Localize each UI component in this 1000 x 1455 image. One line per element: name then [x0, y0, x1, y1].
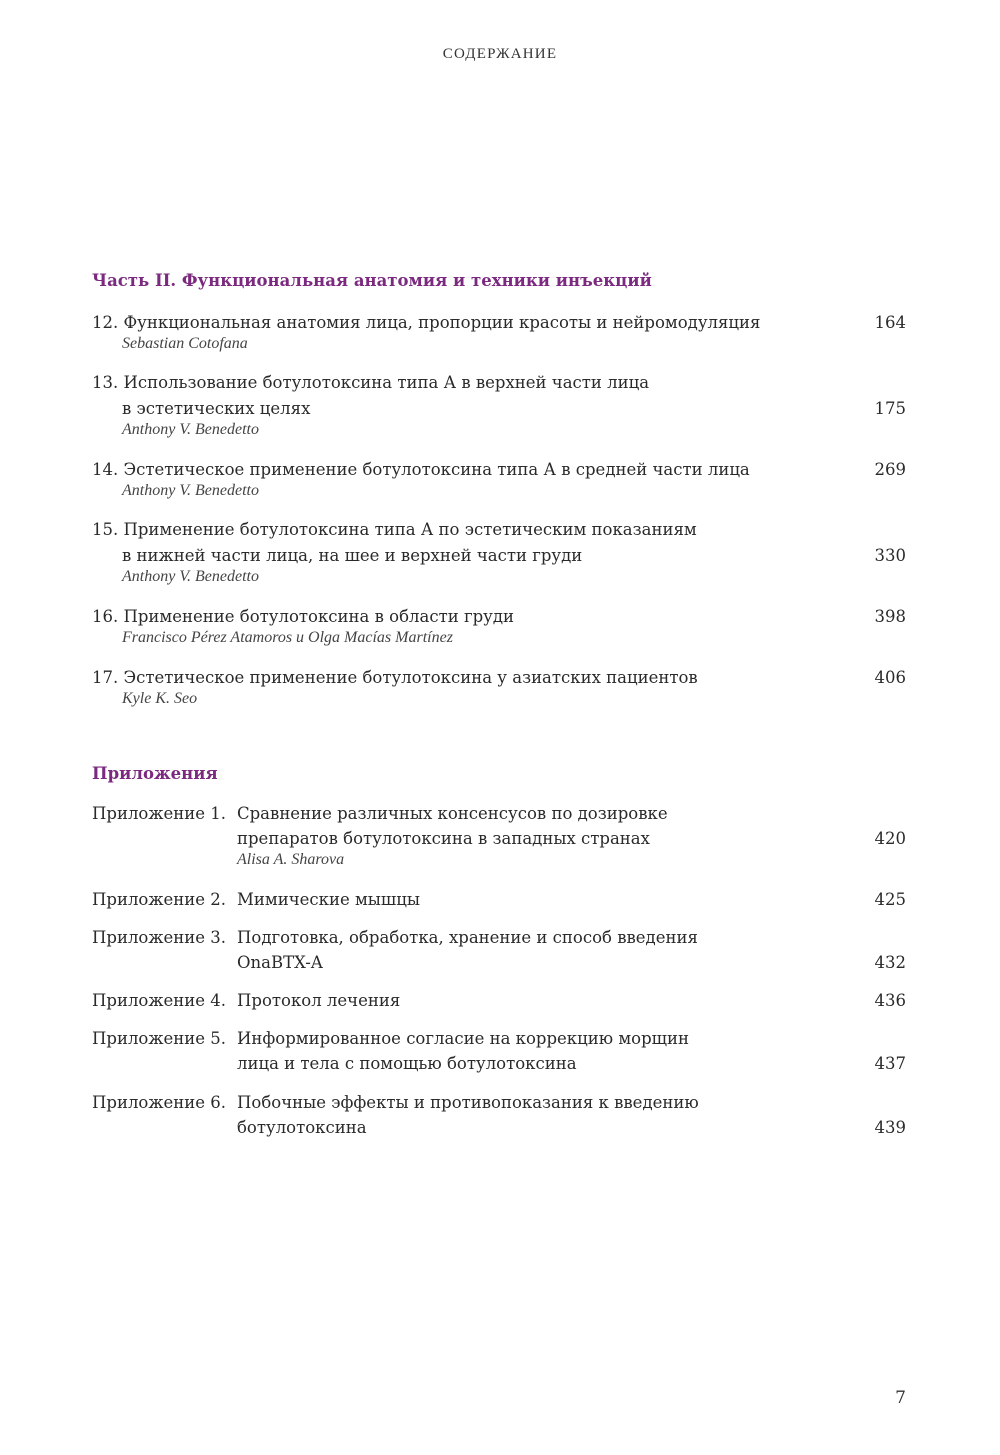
appendix-entry[interactable]	[92, 925, 906, 975]
entry-title-line: 12. Функциональная анатомия лица, пропорции красоты и нейромодуляция	[92, 313, 761, 332]
toc-entry[interactable]	[92, 517, 906, 587]
entry-author: Anthony V. Benedetto	[122, 421, 259, 438]
page-number: 425	[874, 890, 906, 909]
entry-author: Francisco Pérez Atamoros и Olga Macías Martínez	[122, 629, 453, 646]
appendix-title-line: Подготовка, обработка, хранение и способ введения	[237, 928, 698, 947]
appendix-title-line: OnaBTX-A	[237, 953, 323, 972]
page-number: 406	[874, 668, 906, 687]
entry-title-line: 17. Эстетическое применение ботулотоксина у азиатских пациентов	[92, 668, 698, 687]
appendix-entry[interactable]	[92, 801, 906, 870]
appendix-title-line: ботулотоксина	[237, 1118, 367, 1137]
entry-author: Anthony V. Benedetto	[122, 568, 259, 585]
entry-author: Kyle K. Seo	[122, 690, 198, 707]
appendix-entry[interactable]	[92, 887, 906, 912]
page-number: 269	[874, 460, 906, 479]
entry-title-line: 16. Применение ботулотоксина в области груди	[92, 607, 515, 626]
toc-entry[interactable]	[92, 370, 906, 440]
page-folio: 7	[895, 1388, 906, 1408]
appendix-title-line: Мимические мышцы	[237, 890, 421, 909]
page-number: 164	[874, 313, 906, 332]
page-number: 330	[874, 546, 906, 565]
appendix-label: Приложение 4.	[92, 991, 227, 1010]
entry-title-line: 14. Эстетическое применение ботулотоксина типа А в средней части лица	[92, 460, 750, 479]
page-number: 420	[874, 829, 906, 848]
toc-entry[interactable]	[92, 665, 906, 709]
appendix-title-line: Информированное согласие на коррекцию морщин	[237, 1029, 689, 1048]
appendix-title-line: Побочные эффекты и противопоказания к введению	[237, 1093, 699, 1112]
appendix-entry[interactable]	[92, 1026, 906, 1076]
toc-entry[interactable]	[92, 604, 906, 648]
appendices-title: Приложения	[92, 764, 218, 783]
appendix-title-line: Протокол лечения	[237, 991, 401, 1010]
page-number: 175	[874, 399, 906, 418]
appendix-entry[interactable]	[92, 988, 906, 1013]
page-number: 437	[874, 1054, 906, 1073]
entry-title-line: 15. Применение ботулотоксина типа А по эстетическим показаниям	[92, 520, 697, 539]
entry-title-line: в эстетических целях	[122, 399, 311, 418]
entry-author: Sebastian Cotofana	[122, 335, 248, 352]
appendix-label: Приложение 3.	[92, 928, 227, 947]
entry-author: Anthony V. Benedetto	[122, 482, 259, 499]
entry-title-line: в нижней части лица, на шее и верхней части груди	[122, 546, 583, 565]
appendix-label: Приложение 2.	[92, 890, 227, 909]
page-number: 436	[874, 991, 906, 1010]
entry-title-line: 13. Использование ботулотоксина типа А в верхней части лица	[92, 373, 650, 392]
appendix-author: Alisa A. Sharova	[237, 851, 345, 868]
toc-entry[interactable]	[92, 457, 906, 501]
toc-entry[interactable]	[92, 310, 906, 354]
part-title: Часть II. Функциональная анатомия и техники инъекций	[92, 271, 652, 290]
appendix-label: Приложение 5.	[92, 1029, 227, 1048]
running-head: СОДЕРЖАНИЕ	[442, 46, 558, 62]
appendix-title-line: лица и тела с помощью ботулотоксина	[237, 1054, 577, 1073]
appendix-title-line: препаратов ботулотоксина в западных странах	[237, 829, 650, 848]
appendix-label: Приложение 6.	[92, 1093, 227, 1112]
page-number: 398	[874, 607, 906, 626]
page-number: 439	[874, 1118, 906, 1137]
page-number: 432	[874, 953, 906, 972]
appendix-title-line: Сравнение различных консенсусов по дозировке	[237, 804, 668, 823]
appendix-entry[interactable]	[92, 1090, 906, 1140]
appendix-label: Приложение 1.	[92, 804, 227, 823]
